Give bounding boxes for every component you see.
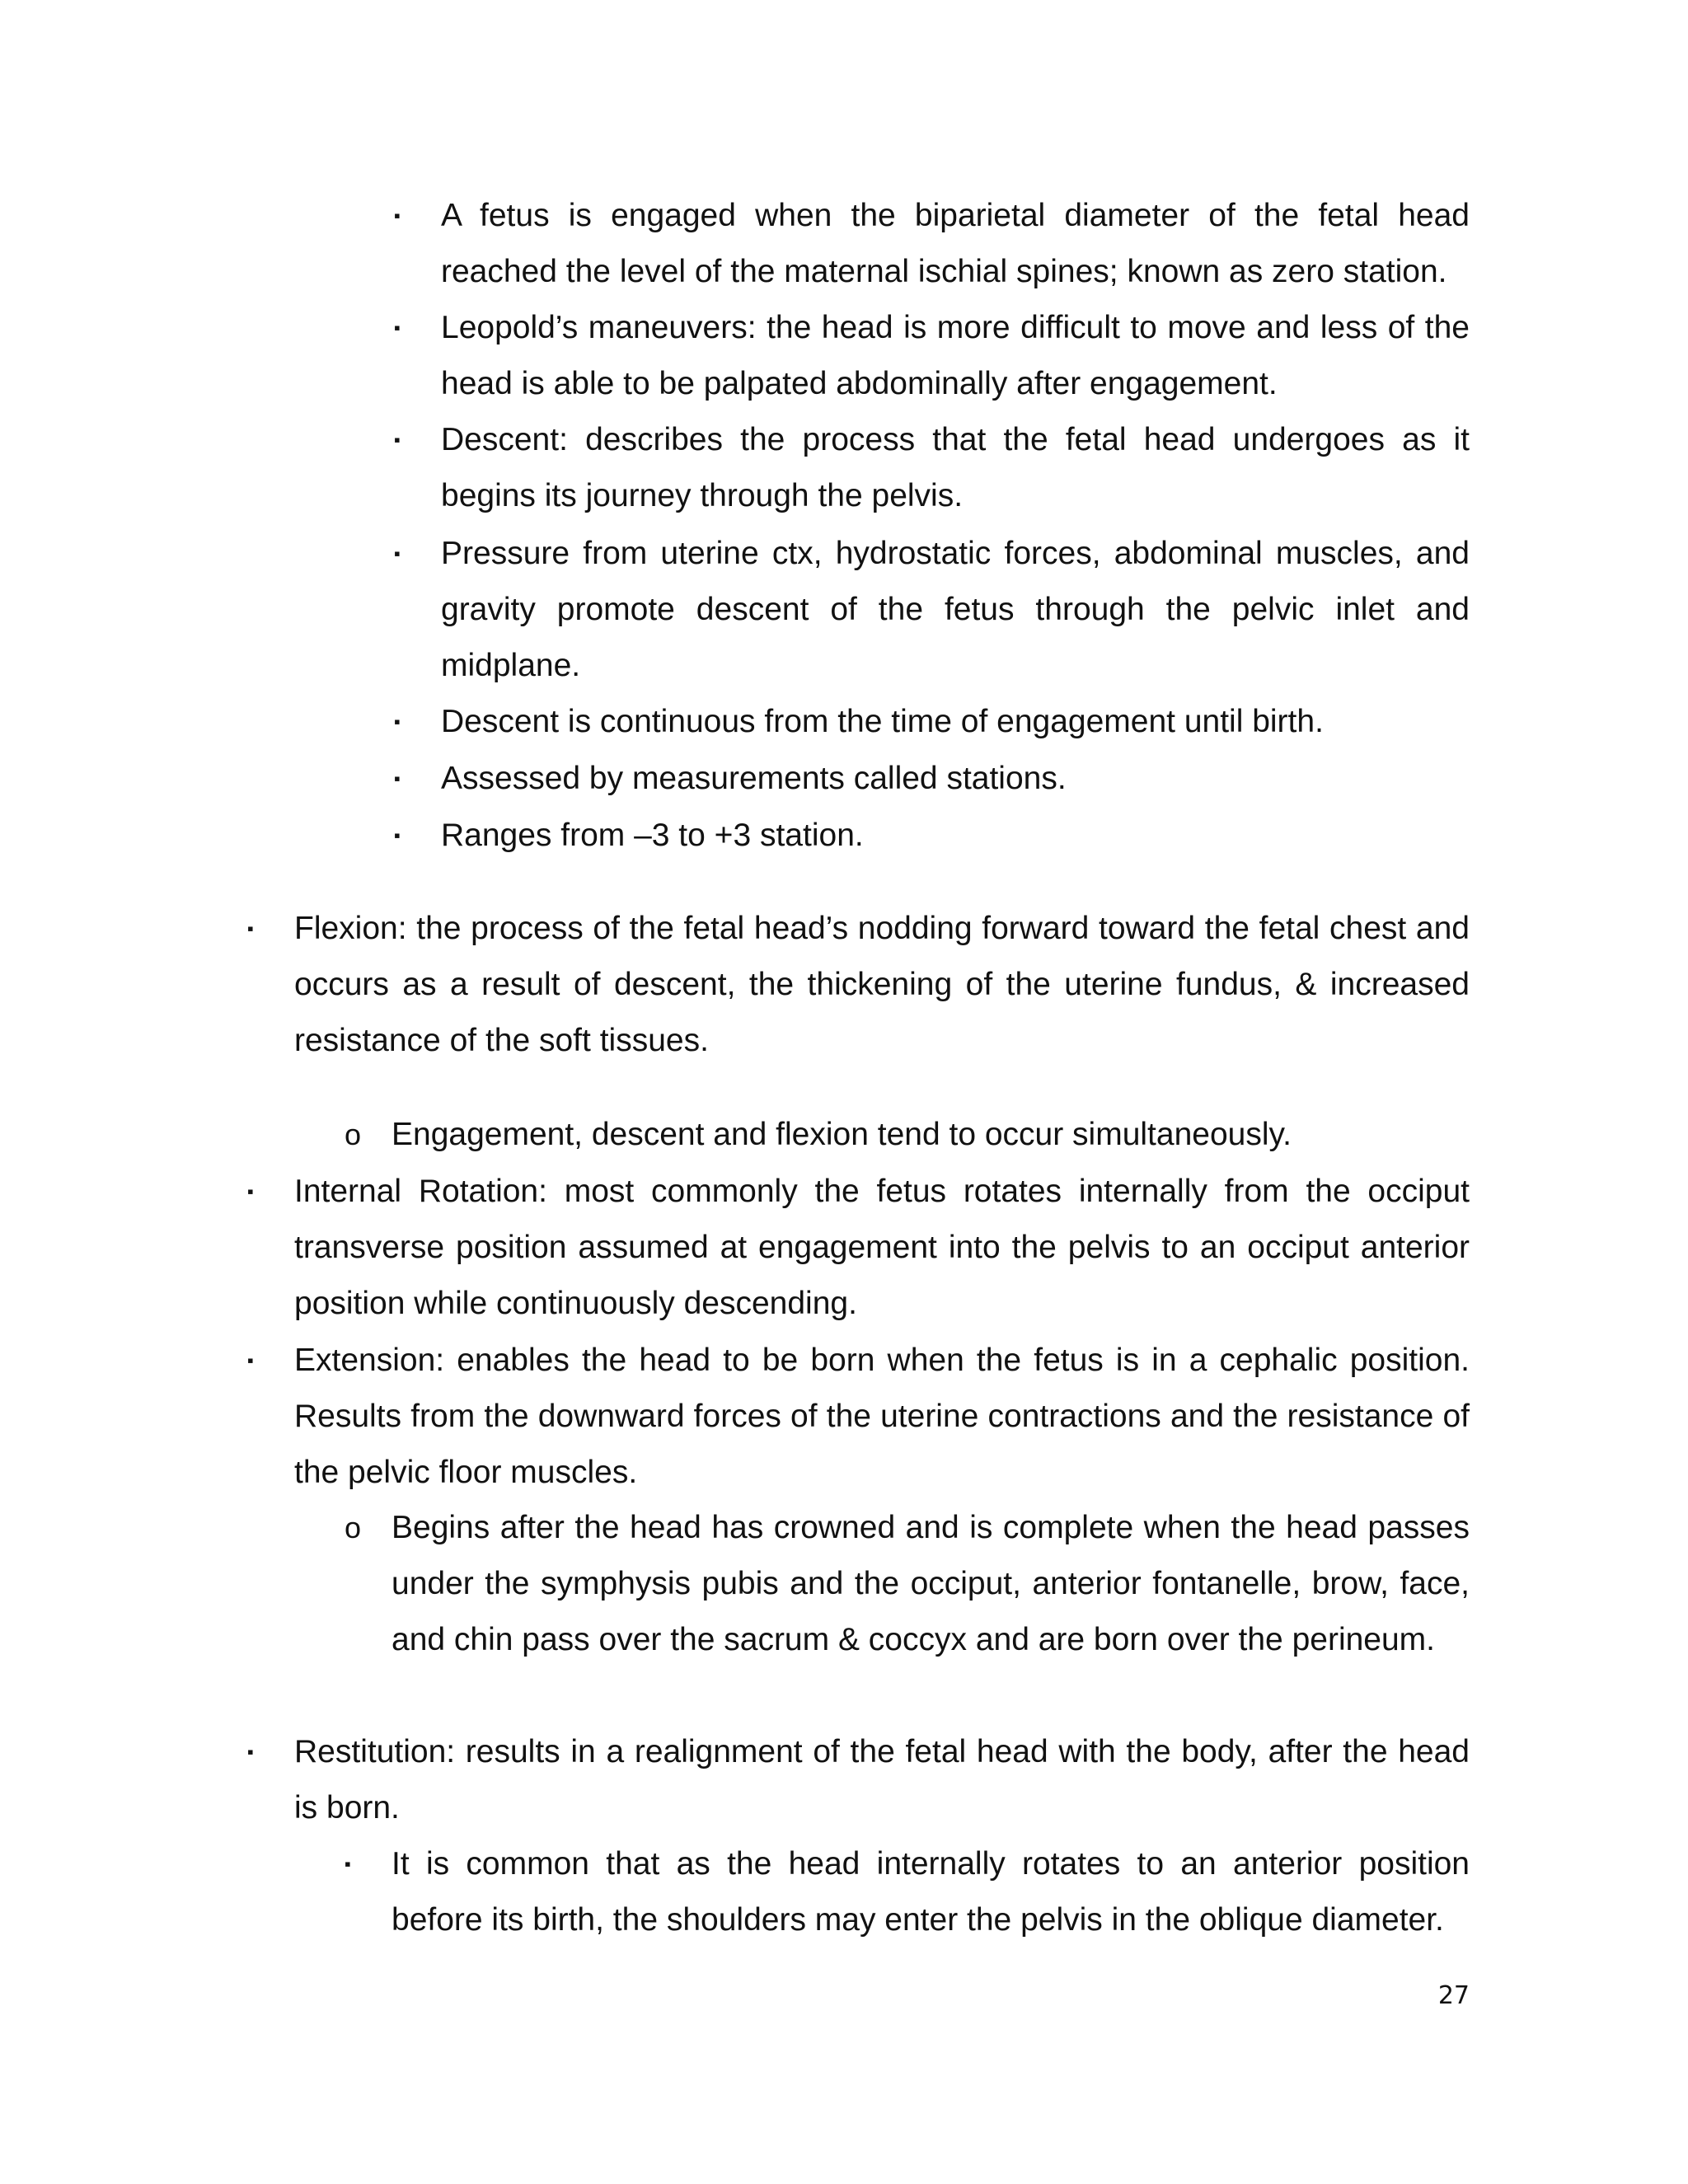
square-bullet-icon: ▪ [345, 1854, 351, 1874]
page-number: 27 [1437, 1981, 1470, 2010]
list-item: Descent: describes the process that the fetal head undergoes as it begins its journey through the pelvis. [441, 422, 1470, 513]
list-item: Descent is continuous from the time of engagement until birth. [441, 704, 1324, 739]
list-item: Assessed by measurements called stations. [441, 761, 1067, 796]
list-item: Restitution: results in a realignment of the fetal head with the body, after the head is born. [294, 1734, 1470, 1825]
list-item: Flexion: the process of the fetal head’s nodding forward toward the fetal chest and occurs as a result of descent, the thickening of the uterine fundus, & increased resistance of the soft tissues. [294, 911, 1470, 1058]
list-item: Begins after the head has crowned and is complete when the head passes under the symphysis pubis and the occiput, anterior fontanelle, brow, face, and chin pass over the sacrum & coccyx and are born over the perineum. [392, 1510, 1470, 1657]
square-bullet-icon: ▪ [394, 429, 401, 450]
circle-bullet-icon: o [345, 1118, 362, 1151]
square-bullet-icon: ▪ [247, 918, 254, 939]
list-item: Extension: enables the head to be born when the fetus is in a cephalic position. Results from the downward forces of the uterine contractions and the resistance of the pelvic floor muscles. [294, 1343, 1470, 1490]
square-bullet-icon: ▪ [394, 543, 401, 564]
square-bullet-icon: ▪ [247, 1181, 254, 1202]
list-item: Internal Rotation: most commonly the fetus rotates internally from the occiput transverse position assumed at engagement into the pelvis to an occiput anterior position while continuously descending. [294, 1174, 1470, 1321]
square-bullet-icon: ▪ [394, 711, 401, 732]
list-item: Ranges from –3 to +3 station. [441, 818, 864, 853]
square-bullet-icon: ▪ [247, 1350, 254, 1371]
square-bullet-icon: ▪ [394, 317, 401, 338]
list-item: It is common that as the head internally rotates to an anterior position before its birth, the shoulders may enter the pelvis in the oblique diameter. [392, 1846, 1470, 1938]
list-item: Pressure from uterine ctx, hydrostatic forces, abdominal muscles, and gravity promote descent of the fetus through the pelvic inlet and midplane. [441, 536, 1470, 683]
circle-bullet-icon: o [345, 1511, 362, 1544]
square-bullet-icon: ▪ [247, 1741, 254, 1762]
list-item: Leopold’s maneuvers: the head is more difficult to move and less of the head is able to be palpated abdominally after engagement. [441, 310, 1470, 401]
square-bullet-icon: ▪ [394, 768, 401, 789]
list-item: Engagement, descent and flexion tend to occur simultaneously. [392, 1117, 1292, 1152]
list-item: A fetus is engaged when the biparietal diameter of the fetal head reached the level of the maternal ischial spines; known as zero station. [441, 198, 1470, 289]
square-bullet-icon: ▪ [394, 205, 401, 226]
square-bullet-icon: ▪ [394, 825, 401, 846]
